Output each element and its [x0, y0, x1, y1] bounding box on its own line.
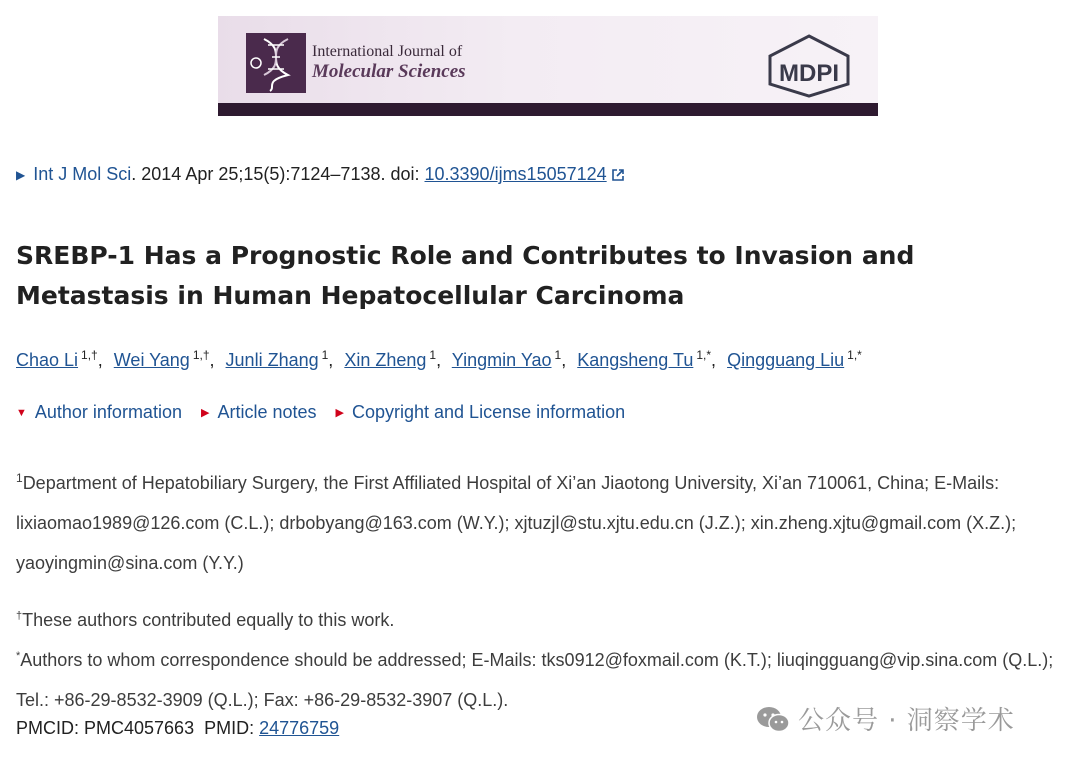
article-notes-toggle[interactable]: ▶ Article notes: [200, 402, 317, 422]
pmid-link[interactable]: 24776759: [259, 718, 340, 738]
author-list: Chao Li $^{1,\dagger}$, Wei Yang $^{1,\dagger}$, Junli Zhang $^1$, Xin Zheng $^1$, Yingmin Yao $^1$, Kangsheng Tu $^{1,*}$, Qingguang Liu $^{1,*}$: [16, 348, 862, 370]
citation-details: . 2014 Apr 25;15(5):7124–7138. doi:: [131, 164, 425, 184]
journal-name: [312, 42, 466, 82]
journal-banner[interactable]: [218, 16, 878, 116]
author-affiliation-sup: 1,*: [847, 348, 862, 362]
author-affiliation-sup: 1: [429, 348, 437, 362]
author-affiliation-sup: 1,†: [192, 348, 210, 362]
asterisk-sup: *: [16, 650, 21, 662]
pmid-label: PMID:: [204, 718, 260, 738]
author-information-toggle[interactable]: ▼ Author information: [16, 402, 182, 422]
correspondence-note: *Authors to whom correspondence should be addressed; E-Mails: tks0912@foxmail.com (K.T.); liuqingguang@vip.sina.com (Q.L.); Tel.: +86-29-8532-3909 (Q.L.); Fax: +86-29-8532-3907 (Q.L.).: [16, 650, 1054, 710]
author-link[interactable]: Yingmin Yao: [451, 350, 552, 370]
citation-line: [16, 164, 625, 187]
journal-name-line2: Molecular Sciences: [312, 61, 466, 82]
wechat-icon: [756, 705, 790, 742]
dagger-sup: †: [16, 610, 23, 622]
author-affiliation-sup: 1: [554, 348, 562, 362]
wechat-watermark: [756, 700, 1015, 742]
watermark-text: 公众号 · 洞察学术: [798, 706, 1015, 736]
author-link[interactable]: Junli Zhang: [225, 350, 319, 370]
affiliation-sup: 1: [16, 471, 23, 485]
caret-right-icon: ▶: [335, 407, 344, 419]
author-link[interactable]: Chao Li: [16, 350, 79, 370]
copyright-license-toggle[interactable]: ▶ Copyright and License information: [335, 402, 626, 422]
affiliation: [16, 458, 1076, 583]
journal-name-line1: International Journal of: [312, 43, 463, 60]
caret-right-icon: ▶: [200, 407, 210, 419]
author-affiliation-sup: 1,*: [696, 348, 712, 362]
caret-down-icon: ▼: [16, 407, 27, 419]
author-affiliation-sup: 1: [321, 348, 329, 362]
equal-contribution-note: †These authors contributed equally to this work.: [16, 610, 395, 630]
author-link[interactable]: Kangsheng Tu: [577, 350, 694, 370]
author-affiliation-sup: 1,†: [81, 348, 98, 362]
article-ids: [16, 718, 339, 739]
author-link[interactable]: Wei Yang: [113, 350, 190, 370]
pmcid: PMCID: PMC4057663: [16, 718, 195, 738]
affiliation-text: Department of Hepatobiliary Surgery, the First Affiliated Hospital of Xi’an Jiaotong University, Xi’an 710061, China; E-Mails: lixiaomao1989@126.com (C.L.); drbobyang@163.com (W.Y.); xjtuzjl@stu.xjtu.edu.cn (J.Z.); xin.zheng.xjtu@gmail.com (X.Z.); yaoyingmin@sina.com (Y.Y.): [16, 473, 1017, 573]
triangle-right-icon: ▶: [16, 168, 26, 182]
external-link-icon[interactable]: [611, 166, 625, 187]
mdpi-wordmark: MDPI: [779, 60, 839, 87]
author-link[interactable]: Xin Zheng: [344, 350, 427, 370]
author-link[interactable]: Qingguang Liu: [727, 350, 845, 370]
dna-logo-icon: [246, 33, 306, 93]
article-title: SREBP-1 Has a Prognostic Role and Contributes to Invasion and Metastasis in Human Hepatocellular Carcinoma: [16, 241, 915, 310]
mdpi-logo: [766, 34, 852, 98]
doi-link[interactable]: 10.3390/ijms15057124: [424, 164, 607, 184]
info-toggles: [16, 402, 639, 423]
journal-link[interactable]: Int J Mol Sci: [33, 164, 132, 184]
banner-bottom-bar: [218, 103, 878, 116]
